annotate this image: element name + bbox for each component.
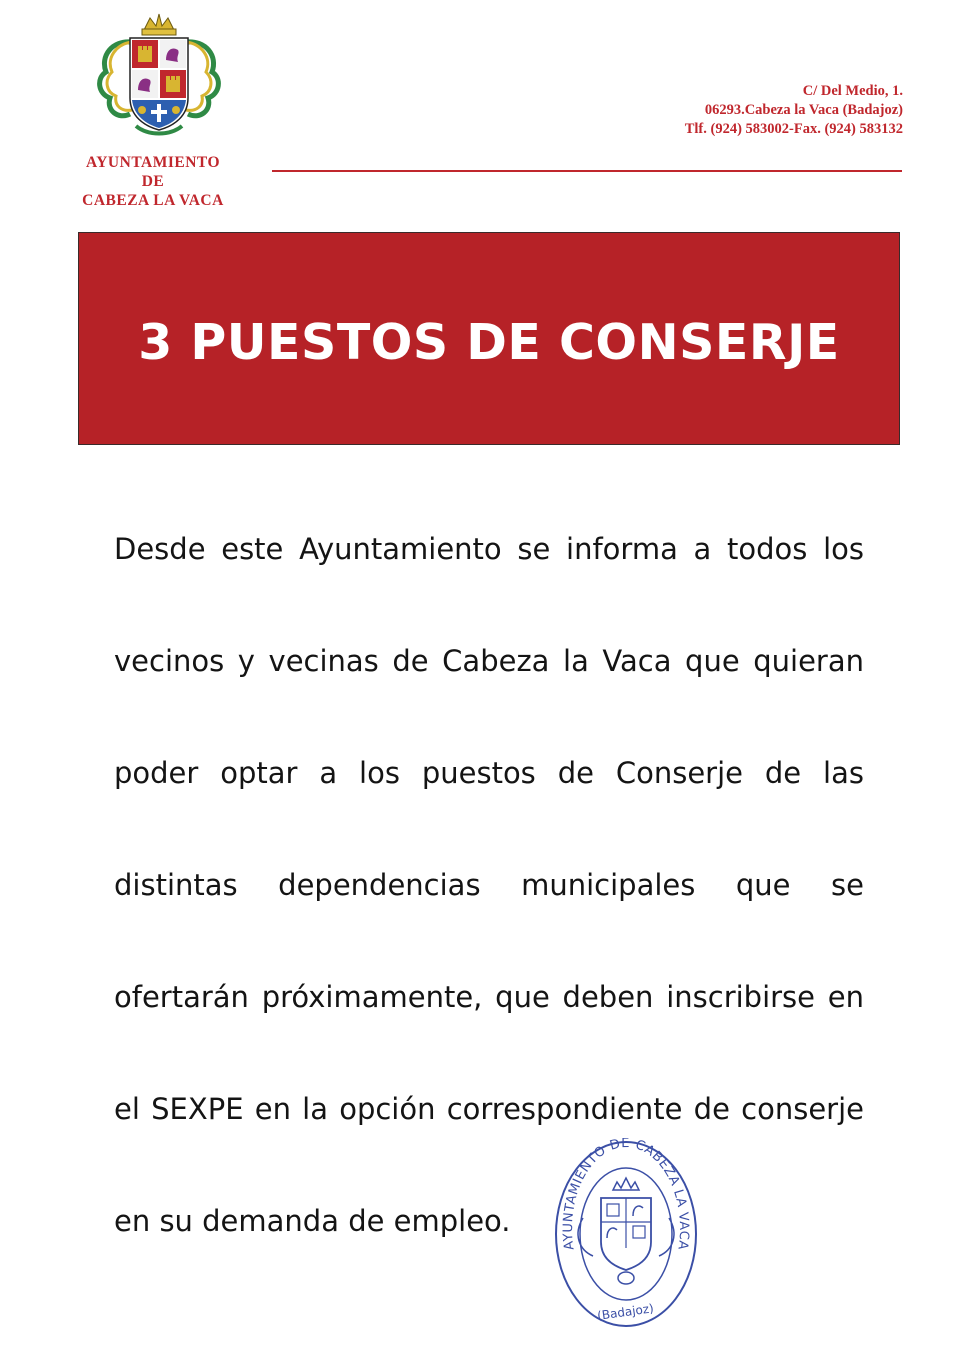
body-line: ofertarán próximamente, que deben inscribirse en [114,980,864,1014]
organization-name [64,153,242,210]
body-line: en su demanda de empleo. [114,1204,511,1238]
crest [92,12,226,138]
address-block [685,82,903,139]
official-stamp-icon [553,1138,699,1330]
org-name-line: CABEZA LA VACA [82,192,224,209]
svg-text:(Badajoz): (Badajoz) [596,1301,655,1323]
address-line: C/ Del Medio, 1. [802,83,903,99]
org-name-line: AYUNTAMIENTO [85,154,221,171]
body-line: Desde este Ayuntamiento se informa a todos los [114,532,864,566]
org-name-line: DE [141,173,165,190]
address-line: Tlf. (924) 583002-Fax. (924) 583132 [684,121,903,137]
body-line: el SEXPE en la opción correspondiente de conserje [114,1092,864,1126]
address-line: 06293.Cabeza la Vaca (Badajoz) [704,102,903,118]
notice-body [114,527,864,1311]
body-line: distintas dependencias municipales que se [114,868,864,902]
header-divider [272,170,902,172]
coat-of-arms-icon [92,12,226,138]
official-stamp [553,1138,699,1330]
svg-text:AYUNTAMIENTO DE CABEZA LA VACA: AYUNTAMIENTO DE CABEZA LA VACA [560,1138,692,1251]
banner-title: 3 PUESTOS DE CONSERJE [138,314,840,371]
body-line: poder optar a los puestos de Conserje de las [114,756,864,790]
body-line: vecinos y vecinas de Cabeza la Vaca que quieran [114,644,864,678]
title-banner [78,232,900,445]
